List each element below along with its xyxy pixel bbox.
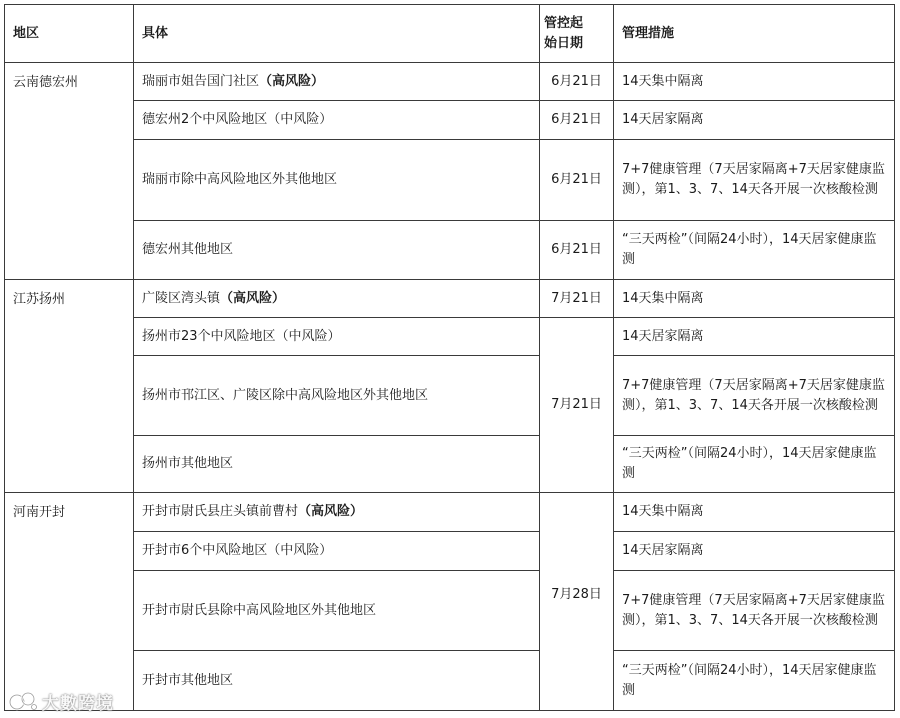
risk-label-medium: （中风险） [267, 112, 333, 127]
detail-cell: 扬州市其他地区 [134, 436, 540, 493]
detail-text: 扬州市23个中风险地区 [142, 328, 276, 344]
measure-cell: 7+7健康管理（7天居家隔离+7天居家健康监测），第1、3、7、14天各开展一次核酸检测 [614, 356, 895, 436]
measure-cell: 14天集中隔离 [614, 280, 895, 318]
watermark [8, 689, 114, 714]
table-row [5, 63, 895, 101]
table-header-row [5, 5, 895, 63]
measure-cell: 14天居家隔离 [614, 318, 895, 356]
date-cell-merged: 7月28日 [540, 493, 614, 711]
detail-cell [134, 318, 540, 356]
policy-table [4, 4, 895, 711]
header-region: 地区 [5, 5, 134, 63]
measure-cell: 14天居家隔离 [614, 532, 895, 571]
header-date-line1: 管控起 [544, 15, 584, 31]
date-cell: 6月21日 [540, 221, 614, 280]
detail-cell: 开封市尉氏县除中高风险地区外其他地区 [134, 571, 540, 651]
detail-text: 广陵区湾头镇 [142, 290, 221, 306]
measure-cell: 14天集中隔离 [614, 493, 895, 532]
detail-cell [134, 63, 540, 101]
risk-label-high: （高风险） [298, 504, 364, 519]
measure-cell: “三天两检”（间隔24小时），14天居家健康监测 [614, 221, 895, 280]
table-row [5, 140, 895, 221]
detail-cell [134, 532, 540, 571]
table-row [5, 651, 895, 711]
header-date [540, 5, 614, 63]
date-cell: 7月21日 [540, 280, 614, 318]
measure-cell: “三天两检”（间隔24小时），14天居家健康监测 [614, 651, 895, 711]
detail-cell [134, 101, 540, 140]
risk-label-medium: （中风险） [267, 543, 333, 558]
header-date-line2: 始日期 [544, 35, 584, 51]
risk-label-medium: （中风险） [275, 328, 341, 344]
date-cell: 6月21日 [540, 63, 614, 101]
detail-cell: 开封市其他地区 [134, 651, 540, 711]
table-row [5, 532, 895, 571]
header-detail: 具体 [134, 5, 540, 63]
header-measure: 管理措施 [614, 5, 895, 63]
table-row [5, 280, 895, 318]
detail-text: 开封市尉氏县庄头镇前曹村 [142, 504, 299, 519]
date-cell-merged: 7月21日 [540, 318, 614, 493]
measure-cell: 14天居家隔离 [614, 101, 895, 140]
date-cell: 6月21日 [540, 101, 614, 140]
region-cell: 云南德宏州 [5, 63, 134, 280]
table-row [5, 571, 895, 651]
region-cell: 河南开封 [5, 493, 134, 711]
risk-label-high: （高风险） [259, 73, 325, 89]
detail-cell [134, 280, 540, 318]
detail-text: 开封市6个中风险地区 [142, 543, 268, 558]
measure-cell: 14天集中隔离 [614, 63, 895, 101]
detail-cell: 扬州市邗江区、广陵区除中高风险地区外其他地区 [134, 356, 540, 436]
detail-text: 瑞丽市姐告国门社区 [142, 73, 260, 89]
watermark-text: 大數跨境 [42, 694, 114, 714]
table-row [5, 101, 895, 140]
region-cell: 江苏扬州 [5, 280, 134, 493]
detail-cell [134, 493, 540, 532]
table-row [5, 493, 895, 532]
table-row [5, 356, 895, 436]
chat-bubble-logo-icon [8, 691, 38, 713]
table-row [5, 318, 895, 356]
detail-cell: 德宏州其他地区 [134, 221, 540, 280]
date-cell: 6月21日 [540, 140, 614, 221]
detail-text: 德宏州2个中风险地区 [142, 112, 268, 127]
measure-cell: 7+7健康管理（7天居家隔离+7天居家健康监测），第1、3、7、14天各开展一次核酸检测 [614, 140, 895, 221]
table-row [5, 436, 895, 493]
table-row [5, 221, 895, 280]
measure-cell: “三天两检”（间隔24小时），14天居家健康监测 [614, 436, 895, 493]
risk-label-high: （高风险） [220, 290, 286, 306]
measure-cell: 7+7健康管理（7天居家隔离+7天居家健康监测），第1、3、7、14天各开展一次核酸检测 [614, 571, 895, 651]
detail-cell: 瑞丽市除中高风险地区外其他地区 [134, 140, 540, 221]
